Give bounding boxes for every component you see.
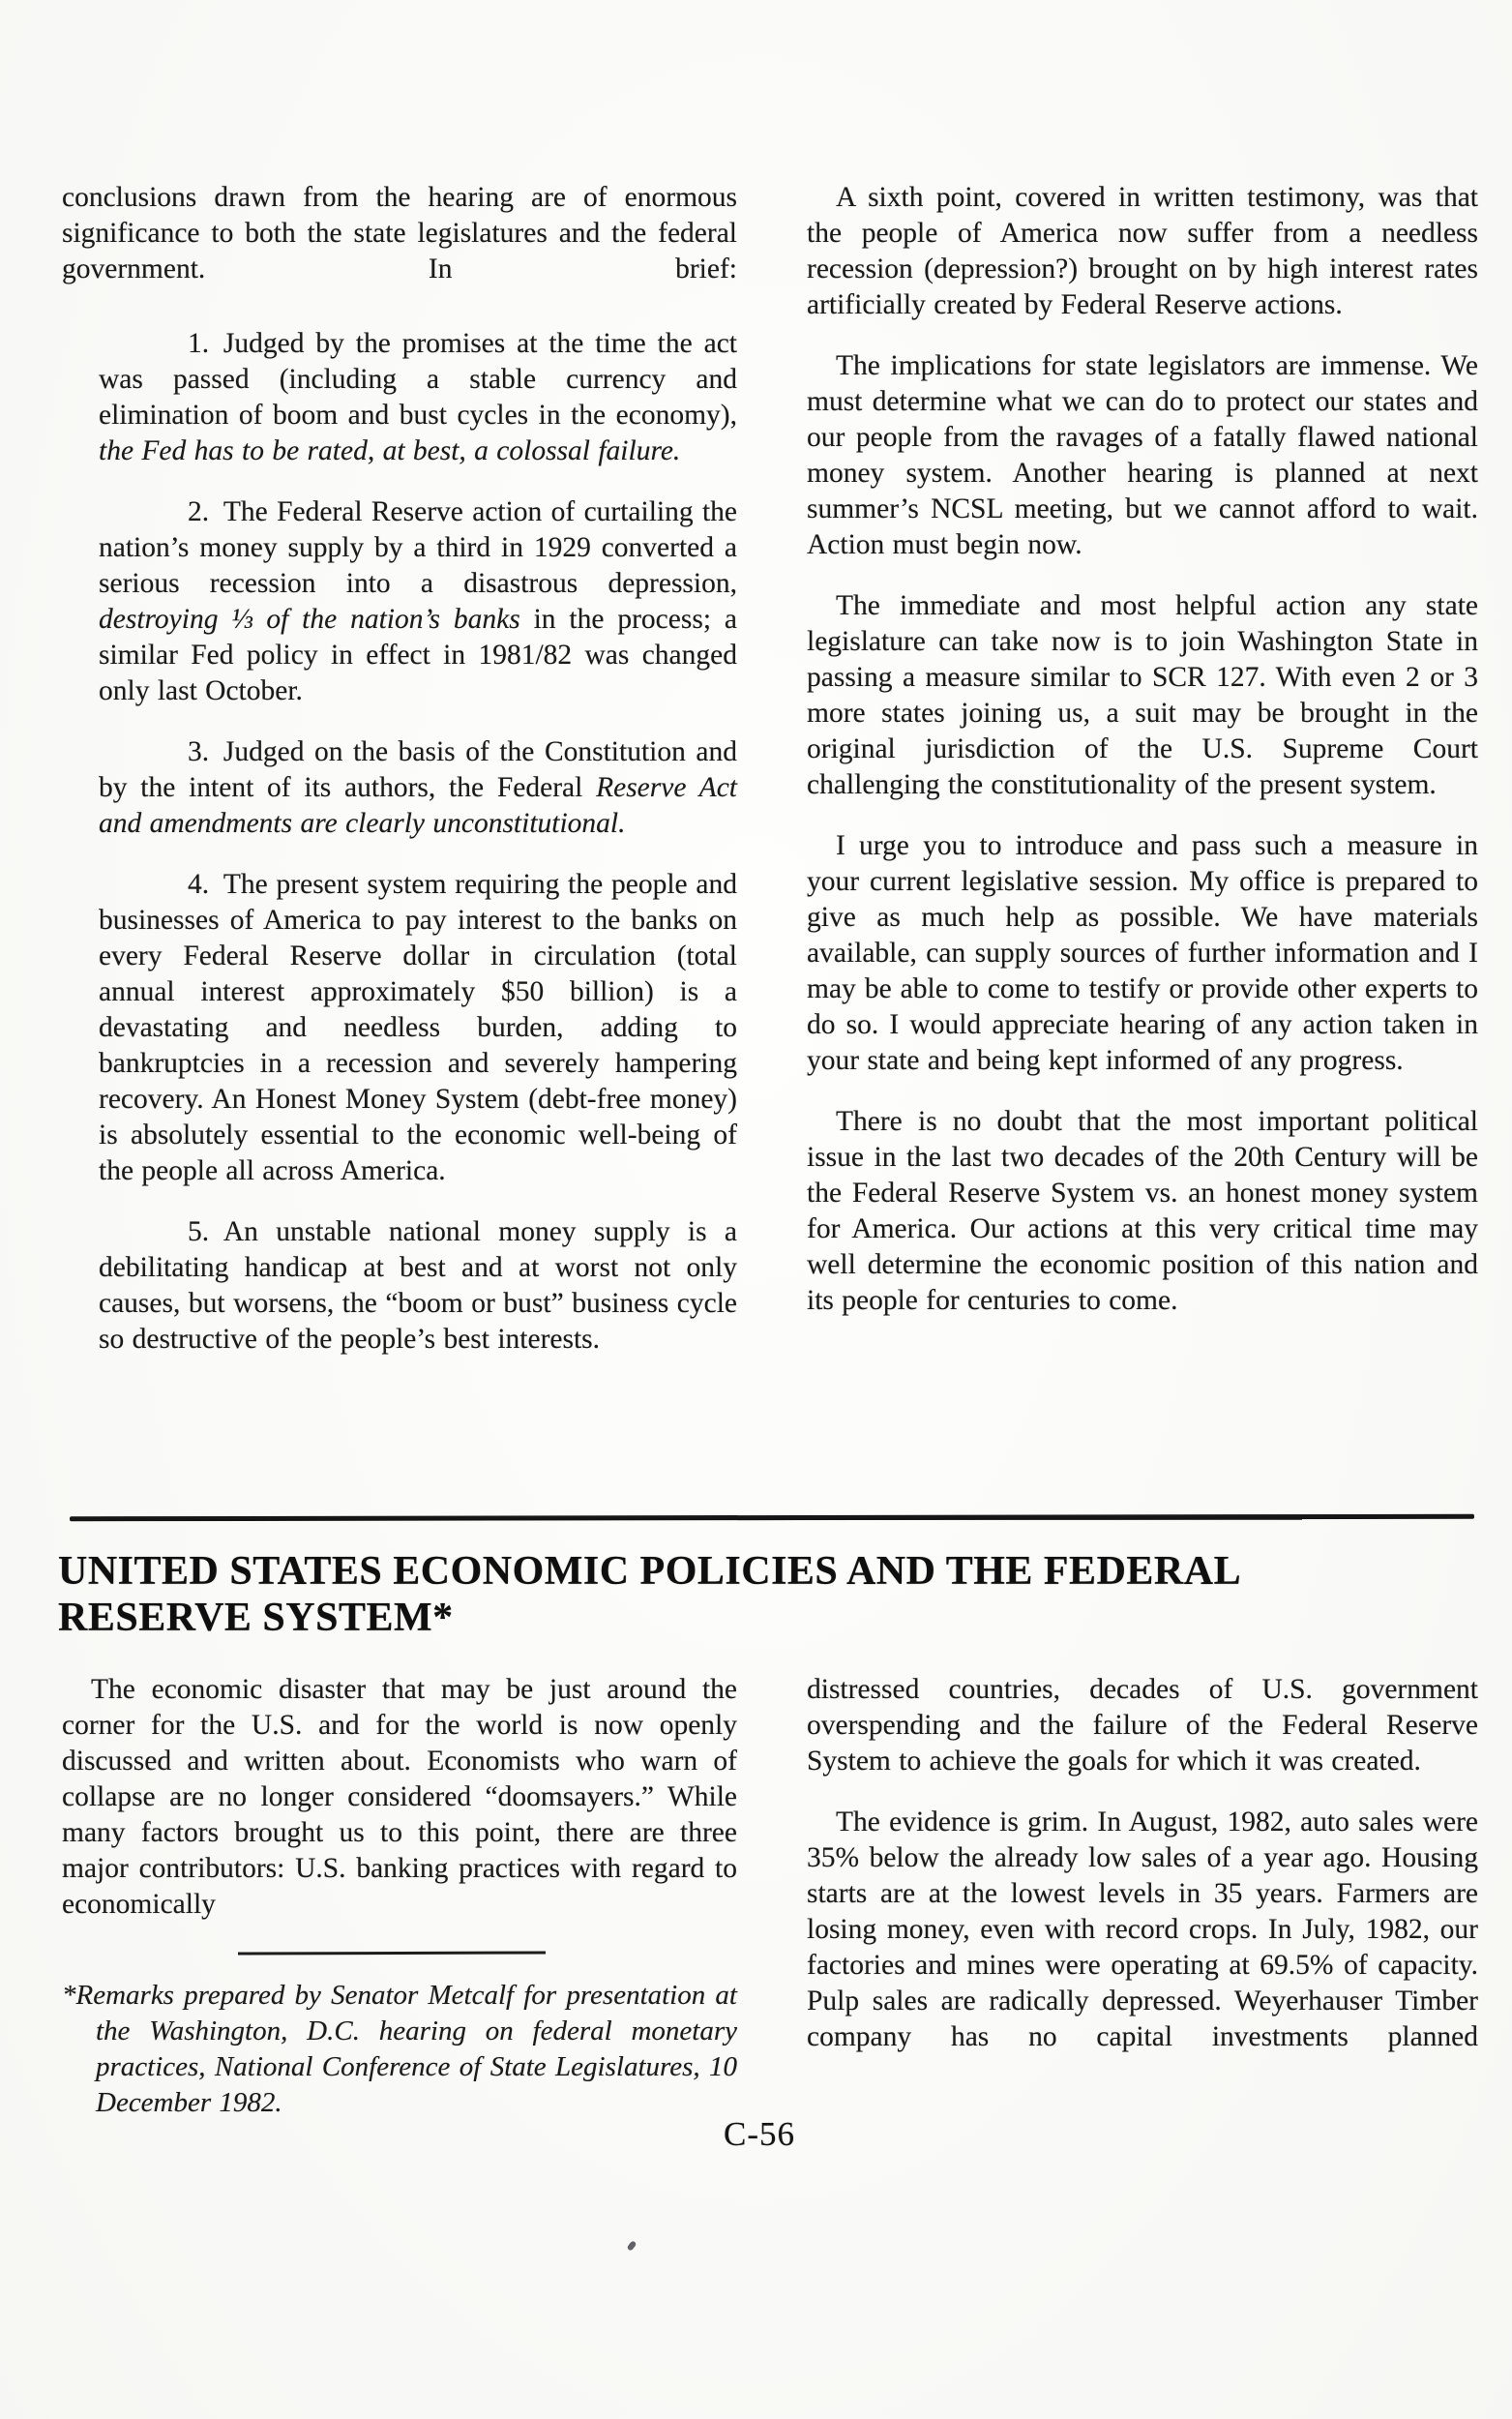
top-right-column bbox=[807, 180, 1478, 1344]
numbered-item-4: 4. The present system requiring the people and businesses of America to pay interest to the banks on every Federal Reserve dollar in circulation (total annual interest approximately $50 billion) is a devastating and needless burden, adding to bankruptcies in a recession and severely hampering recovery. An Honest Money System (debt-free money) is absolutely essential to the economic well-being of the people all across America. bbox=[99, 869, 737, 1186]
article-title-line-2: RESERVE SYSTEM* bbox=[58, 1596, 454, 1640]
paragraph-no-doubt: There is no doubt that the most important political issue in the last two decades of the 20th Century will be the Federal Reserve System vs. an honest money system for America. Our actions at this very critical time may well determine the economic position of this nation and its people for centuries to come. bbox=[807, 1106, 1478, 1316]
paragraph-urge-measure: I urge you to introduce and pass such a measure in your current legislative session. My office is prepared to give as much help as possible. We have materials available, can supply sources of further information and I may be able to come to testify or provide other experts to do so. I would appreciate hearing of any action taken in your state and being kept informed of any progress. bbox=[807, 830, 1478, 1076]
paragraph-economic-disaster: The economic disaster that may be just around the corner for the U.S. and for the world is now openly discussed and written about. Economists who warn of collapse are no longer considered “doomsayers.” While many factors brought us to this point, there are three major contributors: U.S. banking practices with regard to economically bbox=[62, 1674, 737, 1920]
numbered-item-2: 2. The Federal Reserve action of curtailing the nation’s money supply by a third in 1929 converted a serious recession into a disastrous depression, destroying ⅓ of the nation’s banks in the process; a similar Fed policy in effect in 1981/82 was changed only last October. bbox=[99, 496, 737, 706]
paragraph-distressed-countries: distressed countries, decades of U.S. government overspending and the failure of the Federal Reserve System to achieve the goals for which it was created. bbox=[807, 1674, 1478, 1777]
article-right-column bbox=[807, 1672, 1478, 2080]
footnote-rule bbox=[238, 1951, 546, 1955]
numbered-item-1: 1. Judged by the promises at the time the act was passed (including a stable currency and elimination of boom and bust cycles in the economy), the Fed has to be rated, at best, a colossal failure. bbox=[99, 328, 737, 466]
page-number: C-56 bbox=[724, 2115, 795, 2153]
paragraph-conclusions-intro: conclusions drawn from the hearing are of enormous significance to both the state legislatures and the federal government. In brief: bbox=[62, 182, 737, 284]
paragraph-sixth-point: A sixth point, covered in written testimony, was that the people of America now suffer from a needless recession (depression?) brought on by high interest rates artificially created by Federal Reserve actions. bbox=[807, 182, 1478, 320]
article-title bbox=[58, 1548, 1354, 1641]
section-divider-rule bbox=[70, 1514, 1474, 1522]
paragraph-evidence-grim: The evidence is grim. In August, 1982, auto sales were 35% below the already low sales of a year ago. Housing starts are at the lowest levels in 35 years. Farmers are losing money, even with record crops. In July, 1982, our factories and mines were operating at 69.5% of capacity. Pulp sales are radically depressed. Weyerhauser Timber company has no capital investments planned bbox=[807, 1807, 1478, 2052]
footnote-remarks: *Remarks prepared by Senator Metcalf for presentation at the Washington, D.C. hearing on federal monetary practices, National Conference of State Legislatures, 10 December 1982. bbox=[62, 1980, 737, 2118]
article-title-line-1: UNITED STATES ECONOMIC POLICIES AND THE FEDERAL bbox=[58, 1549, 1242, 1594]
paragraph-implications: The implications for state legislators are immense. We must determine what we can do to protect our states and our people from the ravages of a fatally flawed national money system. Another hearing is planned at next summer’s NCSL meeting, but we cannot afford to wait. Action must begin now. bbox=[807, 350, 1478, 560]
numbered-item-3: 3. Judged on the basis of the Constitution and by the intent of its authors, the Federal Reserve Act and amendments are clearly unconstitutional. bbox=[99, 736, 737, 839]
numbered-item-5: 5. An unstable national money supply is a debilitating handicap at best and at worst not only causes, but worsens, the “boom or bust” business cycle so destructive of the people’s best interests. bbox=[99, 1216, 737, 1355]
paragraph-immediate-action: The immediate and most helpful action any state legislature can take now is to join Washington State in passing a measure similar to SCR 127. With even 2 or 3 more states joining us, a suit may be brought in the original jurisdiction of the U.S. Supreme Court challenging the constitutionality of the present system. bbox=[807, 590, 1478, 800]
article-left-column bbox=[62, 1672, 737, 2121]
scan-speck bbox=[627, 2240, 637, 2252]
top-left-column bbox=[62, 180, 737, 1383]
